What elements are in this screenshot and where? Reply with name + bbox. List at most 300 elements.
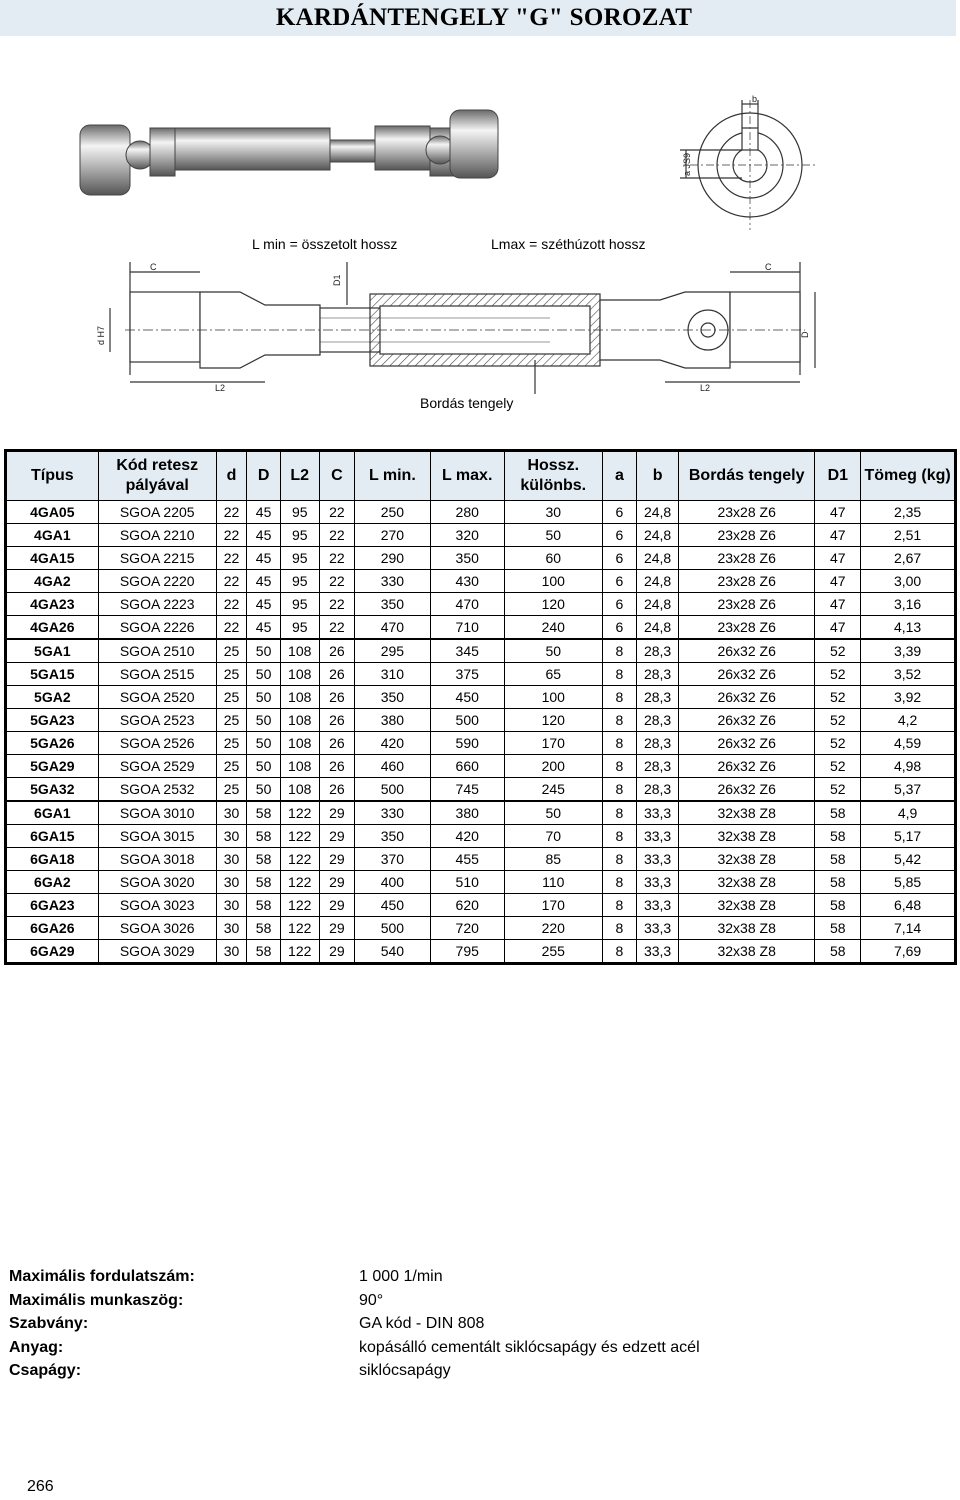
table-cell: 350 (355, 593, 430, 616)
table-cell: 52 (815, 639, 861, 663)
type-cell: 4GA23 (6, 593, 99, 616)
table-cell: 28,3 (637, 778, 679, 802)
table-cell: 65 (504, 663, 602, 686)
table-cell: 25 (216, 778, 247, 802)
table-cell: 455 (430, 848, 504, 871)
table-cell: 58 (247, 940, 281, 964)
type-cell: 6GA18 (6, 848, 99, 871)
table-cell: 8 (602, 894, 637, 917)
spec-label: Anyag: (9, 1338, 64, 1356)
table-cell: 6 (602, 593, 637, 616)
table-cell: 58 (815, 848, 861, 871)
table-cell: 26 (319, 732, 355, 755)
table-cell: 710 (430, 616, 504, 640)
table-cell: 345 (430, 639, 504, 663)
table-cell: 240 (504, 616, 602, 640)
table-cell: 58 (247, 871, 281, 894)
table-header (6, 451, 956, 501)
table-cell: 24,8 (637, 547, 679, 570)
column-header: C (319, 451, 355, 501)
table-cell: 52 (815, 686, 861, 709)
table-row (6, 616, 956, 640)
table-cell: 22 (319, 501, 355, 524)
spec-value: 90° (359, 1291, 384, 1309)
table-cell: 58 (247, 848, 281, 871)
table-cell: 380 (355, 709, 430, 732)
table-cell: 30 (216, 825, 247, 848)
table-row (6, 825, 956, 848)
table-cell: 170 (504, 732, 602, 755)
table-cell: SGOA 2510 (98, 639, 216, 663)
table-cell: 30 (216, 871, 247, 894)
table-cell: 25 (216, 709, 247, 732)
table-cell: 8 (602, 871, 637, 894)
type-cell: 4GA05 (6, 501, 99, 524)
table-cell: 95 (280, 524, 319, 547)
spec-row (9, 1289, 700, 1313)
table-cell: 26x32 Z6 (678, 686, 814, 709)
table-cell: 25 (216, 686, 247, 709)
table-cell: 50 (504, 524, 602, 547)
table-cell: 2,67 (861, 547, 956, 570)
table-cell: 52 (815, 709, 861, 732)
table-cell: 8 (602, 825, 637, 848)
table-row (6, 709, 956, 732)
table-cell: 4,98 (861, 755, 956, 778)
table-cell: 108 (280, 778, 319, 802)
spec-row (9, 1336, 700, 1360)
table-cell: SGOA 2210 (98, 524, 216, 547)
table-cell: 29 (319, 825, 355, 848)
table-cell: 50 (504, 639, 602, 663)
table-cell: 220 (504, 917, 602, 940)
type-cell: 4GA26 (6, 616, 99, 640)
table-cell: 330 (355, 801, 430, 825)
table-cell: 8 (602, 709, 637, 732)
shaft-photo (80, 110, 498, 195)
table-cell: 45 (247, 547, 281, 570)
type-cell: 6GA26 (6, 917, 99, 940)
table-cell: 26x32 Z6 (678, 709, 814, 732)
table-row (6, 778, 956, 802)
type-cell: 5GA2 (6, 686, 99, 709)
table-cell: 30 (216, 801, 247, 825)
table-cell: 620 (430, 894, 504, 917)
table-cell: 26 (319, 755, 355, 778)
table-cell: SGOA 2523 (98, 709, 216, 732)
table-cell: 32x38 Z8 (678, 825, 814, 848)
table-cell: 28,3 (637, 686, 679, 709)
table-cell: 24,8 (637, 524, 679, 547)
table-cell: 85 (504, 848, 602, 871)
table-cell: 450 (430, 686, 504, 709)
table-cell: SGOA 3015 (98, 825, 216, 848)
table-cell: 450 (355, 894, 430, 917)
table-cell: 24,8 (637, 616, 679, 640)
table-cell: 58 (247, 801, 281, 825)
table-cell: 370 (355, 848, 430, 871)
table-cell: 295 (355, 639, 430, 663)
table-cell: SGOA 2215 (98, 547, 216, 570)
table-cell: 122 (280, 801, 319, 825)
table-cell: 45 (247, 501, 281, 524)
column-header: D1 (815, 451, 861, 501)
table-cell: 95 (280, 547, 319, 570)
table-cell: 25 (216, 663, 247, 686)
section-drawing (110, 262, 815, 394)
table-row (6, 524, 956, 547)
table-cell: 8 (602, 755, 637, 778)
table-cell: 5,42 (861, 848, 956, 871)
table-cell: 33,3 (637, 871, 679, 894)
table-cell: SGOA 3020 (98, 871, 216, 894)
table-cell: 33,3 (637, 801, 679, 825)
table-cell: 510 (430, 871, 504, 894)
table-cell: 255 (504, 940, 602, 964)
table-cell: SGOA 2529 (98, 755, 216, 778)
table-cell: 270 (355, 524, 430, 547)
table-cell: 28,3 (637, 663, 679, 686)
table-cell: 32x38 Z8 (678, 940, 814, 964)
shaft-figures (0, 40, 960, 415)
table-cell: 28,3 (637, 639, 679, 663)
table-cell: 430 (430, 570, 504, 593)
table-cell: 500 (430, 709, 504, 732)
type-cell: 5GA32 (6, 778, 99, 802)
table-cell: 50 (247, 639, 281, 663)
table-cell: 310 (355, 663, 430, 686)
table-cell: 350 (355, 825, 430, 848)
type-cell: 6GA23 (6, 894, 99, 917)
table-cell: 22 (319, 524, 355, 547)
table-cell: 8 (602, 801, 637, 825)
table-cell: 47 (815, 547, 861, 570)
table-cell: 122 (280, 825, 319, 848)
table-cell: 45 (247, 616, 281, 640)
table-cell: 122 (280, 894, 319, 917)
table-cell: 8 (602, 639, 637, 663)
table-cell: 3,39 (861, 639, 956, 663)
table-cell: 23x28 Z6 (678, 570, 814, 593)
table-cell: 50 (247, 732, 281, 755)
table-cell: 122 (280, 917, 319, 940)
column-header: Típus (6, 451, 99, 501)
dim-c-right-label: C (765, 262, 772, 272)
table-cell: 6 (602, 501, 637, 524)
table-row (6, 755, 956, 778)
table-cell: 47 (815, 570, 861, 593)
column-header: Bordás tengely (678, 451, 814, 501)
table-cell: 3,92 (861, 686, 956, 709)
table-cell: 22 (216, 616, 247, 640)
table-cell: 26 (319, 778, 355, 802)
table-cell: 350 (430, 547, 504, 570)
table-cell: 6 (602, 570, 637, 593)
table-cell: 30 (216, 940, 247, 964)
table-cell: 33,3 (637, 940, 679, 964)
table-cell: 120 (504, 709, 602, 732)
column-header: d (216, 451, 247, 501)
table-cell: 5,17 (861, 825, 956, 848)
table-cell: 3,00 (861, 570, 956, 593)
dim-c-left-label: C (150, 262, 157, 272)
table-cell: 23x28 Z6 (678, 501, 814, 524)
table-cell: 22 (216, 547, 247, 570)
dim-l2-left-label: L2 (215, 383, 226, 393)
table-cell: 26x32 Z6 (678, 732, 814, 755)
spec-list (9, 1265, 700, 1383)
column-header: a (602, 451, 637, 501)
type-cell: 6GA2 (6, 871, 99, 894)
table-row (6, 501, 956, 524)
table-row (6, 686, 956, 709)
table-cell: 95 (280, 593, 319, 616)
table-cell: 500 (355, 778, 430, 802)
table-cell: 122 (280, 848, 319, 871)
table-cell: 32x38 Z8 (678, 801, 814, 825)
table-row (6, 732, 956, 755)
table-cell: 25 (216, 755, 247, 778)
table-cell: 52 (815, 755, 861, 778)
table-cell: 108 (280, 732, 319, 755)
table-cell: 470 (430, 593, 504, 616)
table-cell: 23x28 Z6 (678, 616, 814, 640)
table-cell: 4,59 (861, 732, 956, 755)
column-header: b (637, 451, 679, 501)
spec-label: Szabvány: (9, 1315, 89, 1332)
table-cell: 24,8 (637, 570, 679, 593)
table-cell: 8 (602, 732, 637, 755)
column-header: L min. (355, 451, 430, 501)
table-cell: 47 (815, 524, 861, 547)
table-cell: 45 (247, 524, 281, 547)
dim-dh7-label: d H7 (96, 325, 106, 345)
table-cell: 58 (815, 940, 861, 964)
table-cell: 200 (504, 755, 602, 778)
dim-d1-label: D1 (332, 274, 342, 286)
table-cell: SGOA 3023 (98, 894, 216, 917)
table-cell: 2,35 (861, 501, 956, 524)
table-cell: SGOA 2226 (98, 616, 216, 640)
type-cell: 5GA15 (6, 663, 99, 686)
table-cell: 32x38 Z8 (678, 871, 814, 894)
page-title: KARDÁNTENGELY "G" SOROZAT (275, 4, 693, 31)
table-cell: 33,3 (637, 825, 679, 848)
table-cell: 24,8 (637, 593, 679, 616)
table-cell: 58 (815, 894, 861, 917)
table-row (6, 917, 956, 940)
table-cell: 29 (319, 894, 355, 917)
column-header: Tömeg (kg) (861, 451, 956, 501)
table-cell: 250 (355, 501, 430, 524)
table-cell: 330 (355, 570, 430, 593)
column-header: Kód retesz pályával (98, 451, 216, 501)
table-row (6, 663, 956, 686)
table-cell: 26x32 Z6 (678, 663, 814, 686)
table-cell: 26 (319, 686, 355, 709)
table-cell: 3,52 (861, 663, 956, 686)
table-cell: 30 (504, 501, 602, 524)
table-cell: 45 (247, 570, 281, 593)
table-cell: 30 (216, 917, 247, 940)
table-cell: 400 (355, 871, 430, 894)
caption-bordas: Bordás tengely (420, 395, 514, 411)
table-cell: 108 (280, 686, 319, 709)
table-cell: 110 (504, 871, 602, 894)
table-cell: 95 (280, 616, 319, 640)
table-cell: 7,69 (861, 940, 956, 964)
table-cell: 50 (504, 801, 602, 825)
table-cell: 8 (602, 686, 637, 709)
table-cell: 590 (430, 732, 504, 755)
dim-l2-right-label: L2 (700, 383, 711, 393)
table-cell: 23x28 Z6 (678, 524, 814, 547)
table-cell: 26x32 Z6 (678, 639, 814, 663)
table-cell: 60 (504, 547, 602, 570)
table-cell: 795 (430, 940, 504, 964)
table-cell: 29 (319, 917, 355, 940)
table-cell: 33,3 (637, 848, 679, 871)
table-cell: 25 (216, 639, 247, 663)
table-cell: 6 (602, 616, 637, 640)
table-cell: 8 (602, 940, 637, 964)
spec-table (4, 449, 957, 965)
type-cell: 5GA29 (6, 755, 99, 778)
spec-label: Maximális munkaszög: (9, 1291, 184, 1309)
table-cell: 380 (430, 801, 504, 825)
table-cell: 33,3 (637, 894, 679, 917)
table-row (6, 940, 956, 964)
table-cell: 58 (247, 894, 281, 917)
table-cell: 22 (319, 570, 355, 593)
table-cell: 29 (319, 848, 355, 871)
table-cell: 50 (247, 755, 281, 778)
page-number: 266 (27, 1478, 54, 1495)
dim-d-label: D (800, 331, 810, 338)
caption-lmax: Lmax = széthúzott hossz (491, 236, 646, 252)
type-cell: 6GA1 (6, 801, 99, 825)
table-cell: 4,13 (861, 616, 956, 640)
caption-lmin: L min = összetolt hossz (252, 236, 398, 252)
table-cell: 100 (504, 570, 602, 593)
type-cell: 5GA1 (6, 639, 99, 663)
table-row (6, 801, 956, 825)
spec-label: Csapágy: (9, 1362, 82, 1379)
type-cell: 4GA15 (6, 547, 99, 570)
table-cell: SGOA 3029 (98, 940, 216, 964)
table-body (6, 501, 956, 964)
table-row (6, 871, 956, 894)
table-cell: 420 (355, 732, 430, 755)
table-cell: 47 (815, 593, 861, 616)
spec-value: kopásálló cementált siklócsapágy és edzett acél (359, 1338, 700, 1356)
table-cell: 30 (216, 894, 247, 917)
spec-row (9, 1359, 700, 1383)
table-row (6, 894, 956, 917)
table-cell: 108 (280, 755, 319, 778)
table-cell: 122 (280, 871, 319, 894)
table-cell: 3,16 (861, 593, 956, 616)
table-cell: 660 (430, 755, 504, 778)
table-cell: 58 (815, 871, 861, 894)
table-cell: 320 (430, 524, 504, 547)
table-cell: 122 (280, 940, 319, 964)
table-cell: 120 (504, 593, 602, 616)
table-cell: 720 (430, 917, 504, 940)
table-cell: 26x32 Z6 (678, 778, 814, 802)
type-cell: 6GA15 (6, 825, 99, 848)
table-cell: 95 (280, 570, 319, 593)
table-cell: 108 (280, 709, 319, 732)
table-cell: 22 (216, 501, 247, 524)
table-cell: 28,3 (637, 709, 679, 732)
table-cell: 8 (602, 917, 637, 940)
table-cell: SGOA 3026 (98, 917, 216, 940)
table-cell: 7,14 (861, 917, 956, 940)
table-cell: 8 (602, 778, 637, 802)
spec-row (9, 1312, 700, 1336)
table-cell: 23x28 Z6 (678, 593, 814, 616)
table-cell: SGOA 2220 (98, 570, 216, 593)
table-cell: 420 (430, 825, 504, 848)
table-cell: 4,2 (861, 709, 956, 732)
column-header: Hossz. különbs. (504, 451, 602, 501)
table-cell: 500 (355, 917, 430, 940)
table-cell: SGOA 3010 (98, 801, 216, 825)
table-cell: 350 (355, 686, 430, 709)
column-header: L2 (280, 451, 319, 501)
table-cell: 32x38 Z8 (678, 848, 814, 871)
table-cell: 47 (815, 616, 861, 640)
table-cell: 22 (319, 616, 355, 640)
spec-value: siklócsapágy (359, 1362, 451, 1379)
table-cell: 32x38 Z8 (678, 894, 814, 917)
table-cell: 6 (602, 524, 637, 547)
table-cell: 50 (247, 778, 281, 802)
table-cell: 22 (319, 547, 355, 570)
table-row (6, 570, 956, 593)
table-cell: 108 (280, 639, 319, 663)
table-cell: 22 (216, 570, 247, 593)
table-cell: 52 (815, 732, 861, 755)
table-cell: 58 (815, 917, 861, 940)
table-cell: 8 (602, 848, 637, 871)
table-cell: 29 (319, 801, 355, 825)
type-cell: 4GA1 (6, 524, 99, 547)
spec-row (9, 1265, 700, 1289)
table-cell: 30 (216, 848, 247, 871)
table-cell: 32x38 Z8 (678, 917, 814, 940)
dim-a-label: a JS9 (682, 152, 692, 176)
table-cell: 22 (216, 593, 247, 616)
table-cell: 100 (504, 686, 602, 709)
table-cell: 58 (815, 825, 861, 848)
table-row (6, 848, 956, 871)
table-cell: 6 (602, 547, 637, 570)
table-cell: SGOA 2520 (98, 686, 216, 709)
table-cell: 29 (319, 871, 355, 894)
table-cell: SGOA 2223 (98, 593, 216, 616)
type-cell: 5GA23 (6, 709, 99, 732)
column-header: L max. (430, 451, 504, 501)
table-cell: 290 (355, 547, 430, 570)
table-row (6, 639, 956, 663)
table-cell: 25 (216, 732, 247, 755)
dim-b-label: b (752, 94, 758, 104)
table-cell: 2,51 (861, 524, 956, 547)
table-row (6, 593, 956, 616)
table-cell: 33,3 (637, 917, 679, 940)
